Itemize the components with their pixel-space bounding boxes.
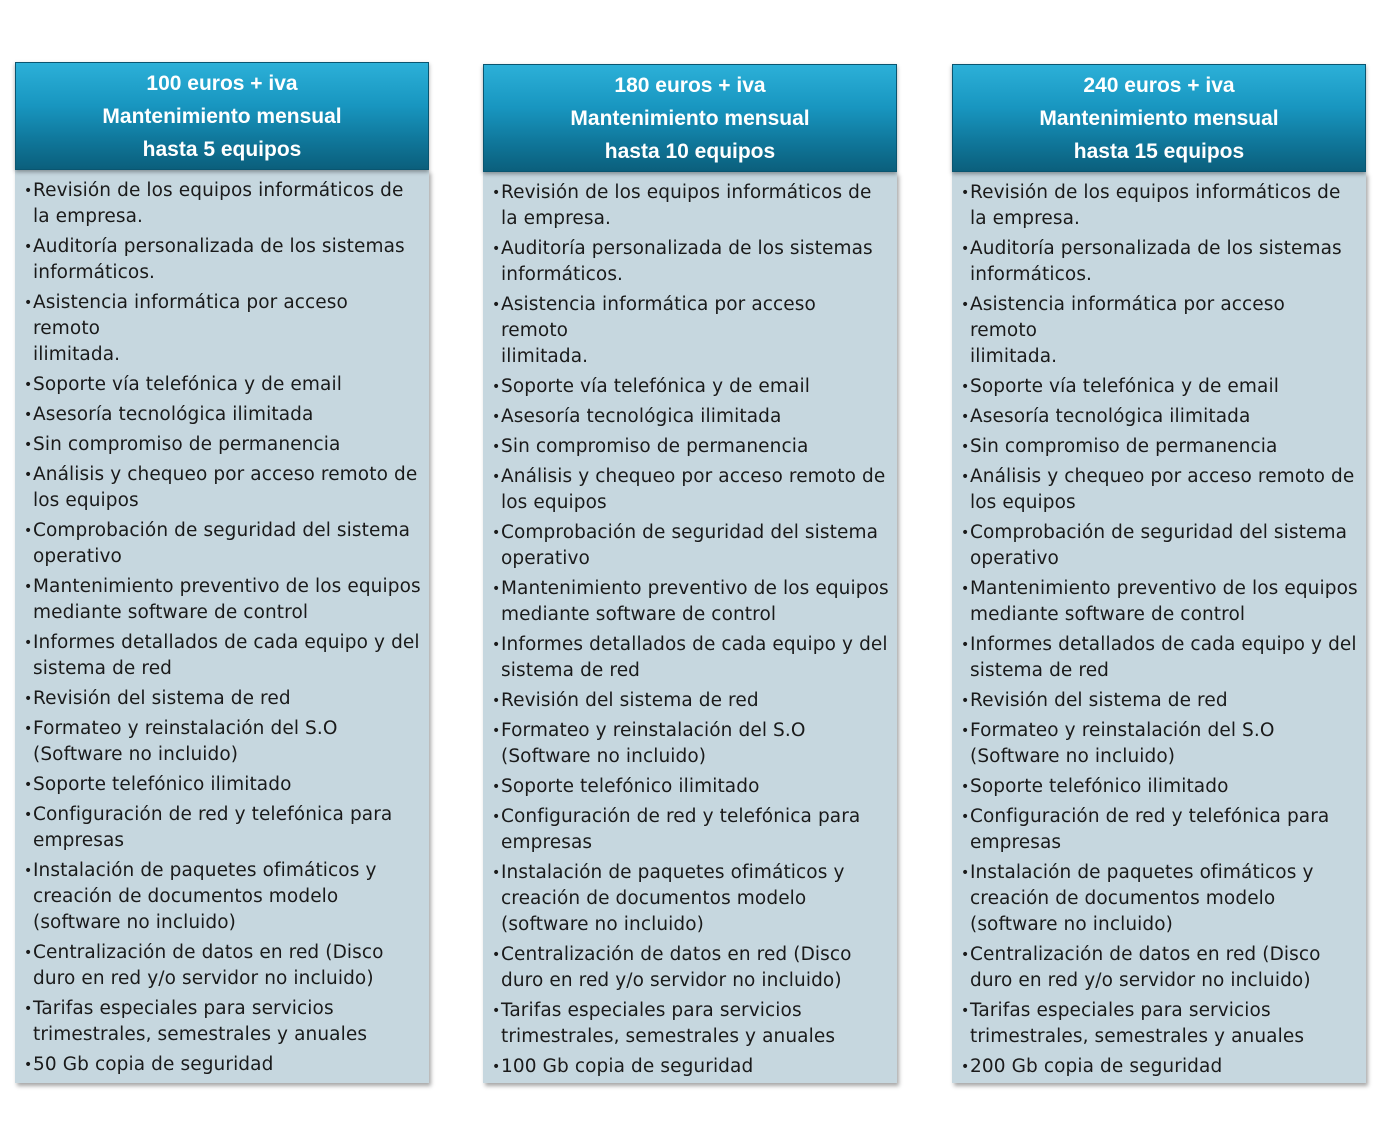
feature-text: Informes detallados de cada equipo y del sistema de red bbox=[501, 634, 888, 681]
bullet-icon: • bbox=[492, 947, 501, 963]
feature-text: Auditoría personalizada de los sistemas informáticos. bbox=[501, 238, 873, 285]
feature-item bbox=[24, 996, 421, 1048]
feature-item bbox=[492, 688, 889, 714]
bullet-icon: • bbox=[24, 721, 33, 737]
bullet-icon: • bbox=[24, 407, 33, 423]
bullet-icon: • bbox=[492, 1059, 501, 1075]
feature-item bbox=[24, 234, 421, 286]
feature-item bbox=[492, 464, 889, 516]
feature-text: 50 Gb copia de seguridad bbox=[33, 1054, 274, 1075]
feature-list bbox=[961, 180, 1358, 1080]
feature-item bbox=[24, 462, 421, 514]
feature-text: Asistencia informática por acceso remoto ilimitada. bbox=[33, 292, 348, 365]
feature-text: Revisión de los equipos informáticos de la empresa. bbox=[970, 182, 1341, 229]
feature-item bbox=[24, 686, 421, 712]
plan-body bbox=[15, 170, 429, 1083]
bullet-icon: • bbox=[24, 467, 33, 483]
feature-item bbox=[961, 464, 1358, 516]
feature-item bbox=[492, 236, 889, 288]
feature-text: Soporte vía telefónica y de email bbox=[33, 374, 342, 395]
feature-text: Centralización de datos en red (Disco duro en red y/o servidor no incluido) bbox=[970, 944, 1321, 991]
feature-item bbox=[961, 632, 1358, 684]
bullet-icon: • bbox=[961, 409, 970, 425]
bullet-icon: • bbox=[24, 807, 33, 823]
feature-item bbox=[24, 772, 421, 798]
feature-text: Mantenimiento preventivo de los equipos mediante software de control bbox=[33, 576, 421, 623]
feature-text: Comprobación de seguridad del sistema operativo bbox=[33, 520, 411, 567]
feature-item bbox=[24, 1052, 421, 1078]
bullet-icon: • bbox=[24, 1057, 33, 1073]
feature-text: Auditoría personalizada de los sistemas informáticos. bbox=[970, 238, 1342, 285]
feature-text: Tarifas especiales para servicios trimestrales, semestrales y anuales bbox=[970, 1000, 1305, 1047]
bullet-icon: • bbox=[492, 865, 501, 881]
feature-list bbox=[24, 178, 421, 1078]
bullet-icon: • bbox=[492, 469, 501, 485]
feature-text: Mantenimiento preventivo de los equipos mediante software de control bbox=[970, 578, 1358, 625]
feature-item bbox=[961, 774, 1358, 800]
plan-header bbox=[952, 64, 1366, 172]
feature-text: Soporte telefónico ilimitado bbox=[501, 776, 760, 797]
feature-item bbox=[961, 292, 1358, 370]
bullet-icon: • bbox=[492, 439, 501, 455]
feature-text: Revisión de los equipos informáticos de la empresa. bbox=[501, 182, 872, 229]
feature-item bbox=[961, 804, 1358, 856]
feature-text: Instalación de paquetes ofimáticos y creación de documentos modelo (software no incluido) bbox=[501, 862, 845, 935]
feature-text: Análisis y chequeo por acceso remoto de los equipos bbox=[970, 466, 1355, 513]
feature-text: Informes detallados de cada equipo y del sistema de red bbox=[970, 634, 1357, 681]
feature-text: Análisis y chequeo por acceso remoto de los equipos bbox=[33, 464, 418, 511]
plan-title: Mantenimiento mensual bbox=[570, 106, 810, 130]
bullet-icon: • bbox=[961, 581, 970, 597]
feature-text: Centralización de datos en red (Disco duro en red y/o servidor no incluido) bbox=[501, 944, 852, 991]
feature-item bbox=[24, 432, 421, 458]
feature-item bbox=[492, 718, 889, 770]
feature-text: Centralización de datos en red (Disco duro en red y/o servidor no incluido) bbox=[33, 942, 384, 989]
plan-price: 240 euros + iva bbox=[1083, 73, 1235, 97]
bullet-icon: • bbox=[492, 525, 501, 541]
bullet-icon: • bbox=[24, 945, 33, 961]
feature-item bbox=[961, 520, 1358, 572]
bullet-icon: • bbox=[24, 863, 33, 879]
feature-text: Revisión del sistema de red bbox=[501, 690, 759, 711]
bullet-icon: • bbox=[24, 377, 33, 393]
bullet-icon: • bbox=[961, 637, 970, 653]
feature-item bbox=[492, 374, 889, 400]
feature-text: Soporte vía telefónica y de email bbox=[970, 376, 1279, 397]
feature-text: 200 Gb copia de seguridad bbox=[970, 1056, 1223, 1077]
bullet-icon: • bbox=[961, 185, 970, 201]
feature-item bbox=[492, 804, 889, 856]
feature-text: Instalación de paquetes ofimáticos y creación de documentos modelo (software no incluido) bbox=[970, 862, 1314, 935]
feature-text: Sin compromiso de permanencia bbox=[501, 436, 809, 457]
feature-item bbox=[24, 858, 421, 936]
feature-item bbox=[961, 434, 1358, 460]
bullet-icon: • bbox=[492, 779, 501, 795]
plan-price: 100 euros + iva bbox=[146, 71, 298, 95]
feature-text: Tarifas especiales para servicios trimestrales, semestrales y anuales bbox=[501, 1000, 836, 1047]
bullet-icon: • bbox=[961, 693, 970, 709]
plan-body bbox=[952, 172, 1366, 1083]
bullet-icon: • bbox=[492, 241, 501, 257]
feature-item bbox=[24, 402, 421, 428]
bullet-icon: • bbox=[492, 809, 501, 825]
feature-item bbox=[492, 404, 889, 430]
feature-item bbox=[961, 942, 1358, 994]
bullet-icon: • bbox=[24, 437, 33, 453]
feature-text: Asesoría tecnológica ilimitada bbox=[501, 406, 782, 427]
bullet-icon: • bbox=[24, 691, 33, 707]
feature-text: Formateo y reinstalación del S.O (Software no incluido) bbox=[970, 720, 1275, 767]
feature-item bbox=[961, 404, 1358, 430]
feature-item bbox=[492, 520, 889, 572]
feature-item bbox=[492, 774, 889, 800]
feature-text: Revisión del sistema de red bbox=[33, 688, 291, 709]
feature-item bbox=[961, 998, 1358, 1050]
feature-item bbox=[492, 180, 889, 232]
bullet-icon: • bbox=[24, 1001, 33, 1017]
bullet-icon: • bbox=[961, 779, 970, 795]
bullet-icon: • bbox=[492, 409, 501, 425]
bullet-icon: • bbox=[492, 581, 501, 597]
feature-item bbox=[24, 290, 421, 368]
feature-item bbox=[24, 630, 421, 682]
feature-item bbox=[492, 576, 889, 628]
feature-text: Formateo y reinstalación del S.O (Software no incluido) bbox=[501, 720, 806, 767]
feature-item bbox=[492, 942, 889, 994]
feature-item bbox=[492, 434, 889, 460]
bullet-icon: • bbox=[24, 295, 33, 311]
feature-text: Informes detallados de cada equipo y del sistema de red bbox=[33, 632, 420, 679]
feature-item bbox=[961, 860, 1358, 938]
feature-item bbox=[961, 236, 1358, 288]
bullet-icon: • bbox=[961, 469, 970, 485]
bullet-icon: • bbox=[492, 379, 501, 395]
plan-title: Mantenimiento mensual bbox=[102, 104, 342, 128]
feature-text: Tarifas especiales para servicios trimestrales, semestrales y anuales bbox=[33, 998, 368, 1045]
bullet-icon: • bbox=[961, 1003, 970, 1019]
plan-scope: hasta 5 equipos bbox=[142, 137, 302, 161]
feature-text: Instalación de paquetes ofimáticos y creación de documentos modelo (software no incluido) bbox=[33, 860, 377, 933]
bullet-icon: • bbox=[492, 185, 501, 201]
feature-list bbox=[492, 180, 889, 1080]
feature-text: Asesoría tecnológica ilimitada bbox=[33, 404, 314, 425]
bullet-icon: • bbox=[961, 525, 970, 541]
plan-header bbox=[15, 62, 429, 170]
bullet-icon: • bbox=[492, 693, 501, 709]
feature-text: Asistencia informática por acceso remoto ilimitada. bbox=[970, 294, 1285, 367]
bullet-icon: • bbox=[492, 723, 501, 739]
feature-text: Revisión del sistema de red bbox=[970, 690, 1228, 711]
feature-text: Soporte telefónico ilimitado bbox=[33, 774, 292, 795]
feature-item bbox=[24, 574, 421, 626]
feature-text: Comprobación de seguridad del sistema operativo bbox=[501, 522, 879, 569]
feature-text: Configuración de red y telefónica para empresas bbox=[33, 804, 393, 851]
feature-text: Auditoría personalizada de los sistemas informáticos. bbox=[33, 236, 405, 283]
bullet-icon: • bbox=[24, 635, 33, 651]
bullet-icon: • bbox=[961, 379, 970, 395]
feature-item bbox=[24, 716, 421, 768]
bullet-icon: • bbox=[492, 297, 501, 313]
feature-item bbox=[492, 860, 889, 938]
feature-item bbox=[961, 688, 1358, 714]
feature-item bbox=[24, 518, 421, 570]
feature-text: Soporte telefónico ilimitado bbox=[970, 776, 1229, 797]
feature-item bbox=[961, 180, 1358, 232]
feature-text: Mantenimiento preventivo de los equipos mediante software de control bbox=[501, 578, 889, 625]
feature-text: Asesoría tecnológica ilimitada bbox=[970, 406, 1251, 427]
plan-title: Mantenimiento mensual bbox=[1039, 106, 1279, 130]
bullet-icon: • bbox=[961, 439, 970, 455]
bullet-icon: • bbox=[961, 723, 970, 739]
feature-text: Configuración de red y telefónica para empresas bbox=[970, 806, 1330, 853]
bullet-icon: • bbox=[961, 1059, 970, 1075]
bullet-icon: • bbox=[24, 777, 33, 793]
feature-item bbox=[24, 372, 421, 398]
feature-item bbox=[492, 1054, 889, 1080]
feature-text: Asistencia informática por acceso remoto ilimitada. bbox=[501, 294, 816, 367]
feature-text: Comprobación de seguridad del sistema operativo bbox=[970, 522, 1348, 569]
plan-scope: hasta 10 equipos bbox=[604, 139, 776, 163]
feature-item bbox=[492, 998, 889, 1050]
plan-header bbox=[483, 64, 897, 172]
bullet-icon: • bbox=[24, 239, 33, 255]
bullet-icon: • bbox=[961, 297, 970, 313]
feature-text: Sin compromiso de permanencia bbox=[33, 434, 341, 455]
bullet-icon: • bbox=[24, 183, 33, 199]
feature-item bbox=[492, 632, 889, 684]
plan-body bbox=[483, 172, 897, 1083]
feature-text: 100 Gb copia de seguridad bbox=[501, 1056, 754, 1077]
feature-text: Revisión de los equipos informáticos de la empresa. bbox=[33, 180, 404, 227]
feature-text: Configuración de red y telefónica para empresas bbox=[501, 806, 861, 853]
feature-item bbox=[24, 940, 421, 992]
feature-item bbox=[24, 802, 421, 854]
feature-text: Formateo y reinstalación del S.O (Software no incluido) bbox=[33, 718, 338, 765]
bullet-icon: • bbox=[24, 579, 33, 595]
feature-item bbox=[492, 292, 889, 370]
feature-item bbox=[961, 718, 1358, 770]
bullet-icon: • bbox=[492, 1003, 501, 1019]
bullet-icon: • bbox=[961, 241, 970, 257]
bullet-icon: • bbox=[961, 947, 970, 963]
plan-price: 180 euros + iva bbox=[614, 73, 766, 97]
feature-item bbox=[961, 576, 1358, 628]
plan-scope: hasta 15 equipos bbox=[1073, 139, 1245, 163]
feature-text: Soporte vía telefónica y de email bbox=[501, 376, 810, 397]
bullet-icon: • bbox=[492, 637, 501, 653]
feature-text: Sin compromiso de permanencia bbox=[970, 436, 1278, 457]
feature-item bbox=[961, 1054, 1358, 1080]
feature-item bbox=[24, 178, 421, 230]
feature-item bbox=[961, 374, 1358, 400]
bullet-icon: • bbox=[24, 523, 33, 539]
feature-text: Análisis y chequeo por acceso remoto de los equipos bbox=[501, 466, 886, 513]
bullet-icon: • bbox=[961, 865, 970, 881]
bullet-icon: • bbox=[961, 809, 970, 825]
